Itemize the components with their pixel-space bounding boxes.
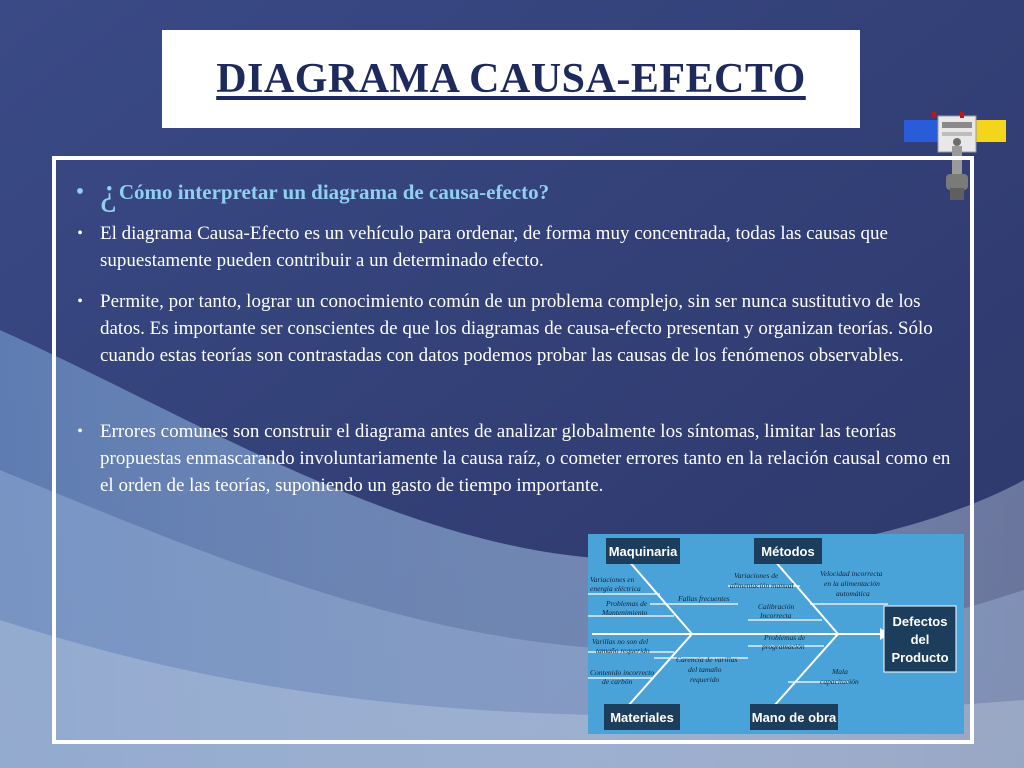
cause-label: programación (762, 642, 805, 651)
category-materiales: Materiales (610, 710, 674, 725)
bullet: • (75, 178, 85, 205)
cause-label: tamaño requerido (596, 646, 650, 655)
paragraph-3 (60, 418, 960, 499)
cause-label: Mala (832, 667, 848, 676)
cause-label: de carbón (602, 677, 633, 686)
cause-label: Mantenimiento (602, 608, 648, 617)
cause-label: Fallas frecuentes (678, 594, 730, 603)
paragraph-text: El diagrama Causa-Efecto es un vehículo para ordenar, de forma muy concentrada, todas las causas que supuestamente pueden contribuir a un determinado efecto. (100, 223, 888, 271)
cause-label: Problemas de (606, 599, 648, 608)
cause-label: alimentación manual (730, 581, 794, 590)
effect-line: del (910, 632, 930, 647)
effect-line: Defectos (892, 614, 948, 629)
cause-label: del tamaño (688, 665, 722, 674)
cause-label: capacitación (820, 677, 859, 686)
effect-line: Producto (891, 650, 949, 665)
cause-label: Variaciones de (734, 571, 779, 580)
fishbone-diagram (588, 534, 964, 734)
subtitle: Cómo interpretar un diagrama de causa-efecto? (118, 179, 550, 204)
paragraph-text: Errores comunes son construir el diagrama antes de analizar globalmente los síntomas, limitar las teorías propuestas enmascarando involuntariamente la causa raíz, o cometer errores tanto en la relación causal como en el orden de las teorías, suponiendo un gasto de tiempo importante. (100, 421, 951, 496)
cause-label: Variaciones en (590, 575, 635, 584)
cause-label: requerido (690, 675, 720, 684)
inverted-question-mark: ¿ (100, 171, 117, 213)
bullet: • (77, 423, 83, 440)
cause-label: Velocidad incorrecta (820, 569, 883, 578)
category-mano-de-obra: Mano de obra (751, 710, 837, 725)
category-metodos: Métodos (761, 544, 815, 559)
cause-label: Problemas de (764, 633, 806, 642)
cause-label: energía eléctrica (590, 584, 641, 593)
category-maquinaria: Maquinaria (608, 544, 678, 559)
cause-label: Contenido incorrecto (590, 668, 655, 677)
subtitle-row (60, 172, 920, 212)
cause-label: Incorrecta (760, 611, 792, 620)
cause-label: Carencia de varillas (676, 655, 738, 664)
paragraph-1 (60, 220, 960, 274)
cause-label: automática (836, 589, 870, 598)
paragraph-text: Permite, por tanto, lograr un conocimiento común de un problema complejo, sin ser nunca sustitutivo de los datos. Es importante ser conscientes de que los diagramas de causa-efecto presentan y organizan teorías. Sólo cuando estas teorías son contrastadas con datos podemos probar las causas de los fenómenos observables. (100, 291, 933, 366)
bullet: • (77, 225, 83, 242)
title-box (162, 30, 860, 128)
cause-label: en la alimentación (824, 579, 880, 588)
cause-label: Varillas no son del (592, 637, 649, 646)
cause-label: Calibración (758, 602, 795, 611)
bullet: • (77, 293, 83, 310)
slide-title: DIAGRAMA CAUSA-EFECTO (216, 56, 806, 102)
paragraph-2 (60, 288, 960, 369)
